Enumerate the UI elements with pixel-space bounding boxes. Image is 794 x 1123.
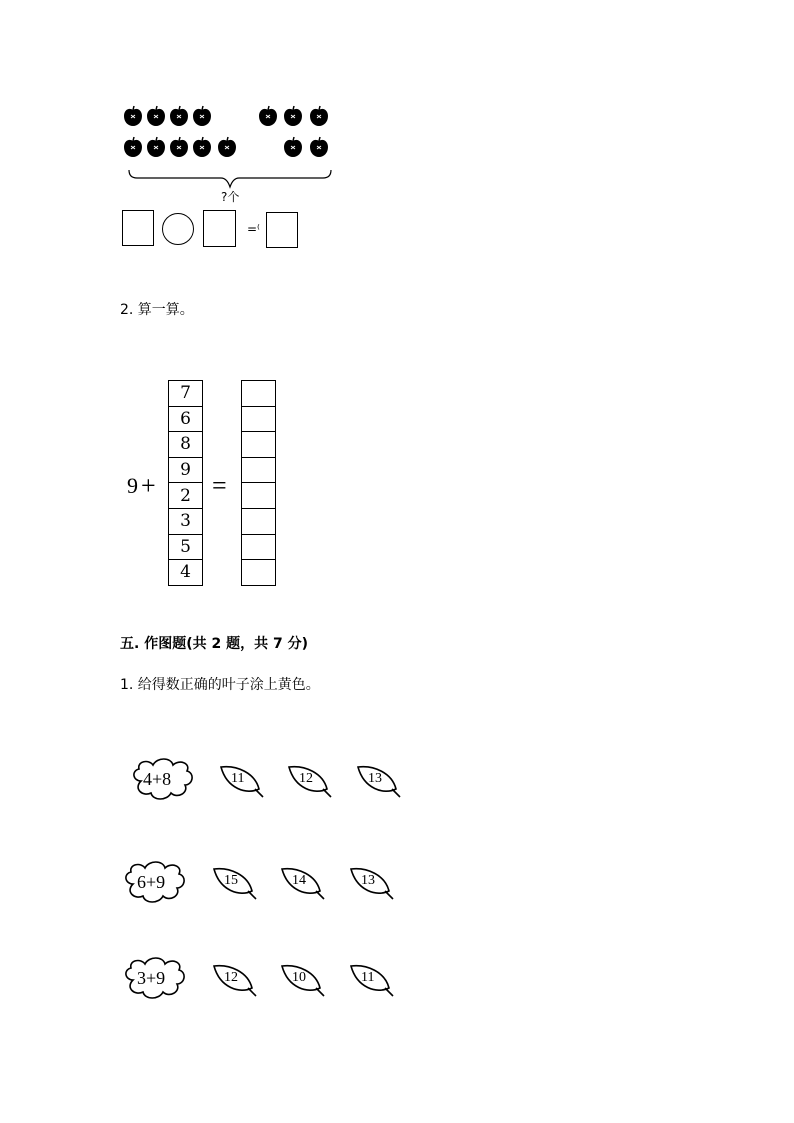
leaf-number: 13 xyxy=(361,873,375,888)
answer-box-1[interactable] xyxy=(122,210,154,246)
addend-cell: 2 xyxy=(169,483,203,509)
operator-circle[interactable] xyxy=(162,213,194,245)
addend-cell: 9 xyxy=(169,457,203,483)
leaf-number: 14 xyxy=(292,873,306,888)
answer-cell[interactable] xyxy=(242,406,276,432)
apples-illustration xyxy=(123,104,333,162)
apple-row-bottom xyxy=(124,137,328,157)
addend-cell: 8 xyxy=(169,432,203,458)
addend-cell: 4 xyxy=(169,560,203,586)
equals-sign: = xyxy=(212,471,227,500)
leaf-option[interactable] xyxy=(285,763,333,799)
answer-column xyxy=(241,380,276,586)
expression-cloud xyxy=(129,757,197,803)
question-2-title: 2. 算一算。 xyxy=(120,302,194,318)
answer-cell[interactable] xyxy=(242,508,276,534)
leaf-number: 13 xyxy=(368,771,382,786)
leaf-option[interactable] xyxy=(278,865,326,901)
leaf-option[interactable] xyxy=(347,865,395,901)
answer-cell[interactable] xyxy=(242,534,276,560)
leaf-option[interactable] xyxy=(278,962,326,998)
leaf-option[interactable] xyxy=(210,865,258,901)
leaf-option[interactable] xyxy=(210,962,258,998)
result-box[interactable] xyxy=(266,212,298,248)
addend-cell: 5 xyxy=(169,534,203,560)
leaf-option[interactable] xyxy=(354,763,402,799)
section-5-question-1: 1. 给得数正确的叶子涂上黄色。 xyxy=(120,677,320,693)
leaf-number: 11 xyxy=(231,771,245,786)
plus-sign: + xyxy=(141,471,156,500)
leaf-option[interactable] xyxy=(347,962,395,998)
section-5-heading: 五. 作图题(共 2 题，共 7 分) xyxy=(120,636,308,652)
answer-cell[interactable] xyxy=(242,432,276,458)
answer-cell[interactable] xyxy=(242,457,276,483)
apple-row-top xyxy=(124,106,328,126)
curly-brace xyxy=(127,168,333,190)
addend-cell: 3 xyxy=(169,508,203,534)
expression-text: 3+9 xyxy=(137,968,166,988)
answer-box-2[interactable] xyxy=(203,210,236,247)
leaf-number: 11 xyxy=(361,970,375,985)
leaf-number: 12 xyxy=(299,771,313,786)
expression-cloud xyxy=(121,858,189,908)
left-number: 9 xyxy=(127,473,138,498)
brace-label: ?个 xyxy=(221,190,240,204)
answer-cell[interactable] xyxy=(242,381,276,407)
leaf-number: 10 xyxy=(292,970,306,985)
addend-cell: 7 xyxy=(169,381,203,407)
leaf-number: 15 xyxy=(224,873,238,888)
addend-column xyxy=(168,380,203,586)
answer-cell[interactable] xyxy=(242,483,276,509)
expression-text: 6+9 xyxy=(137,872,166,892)
answer-cell[interactable] xyxy=(242,560,276,586)
leaf-option[interactable] xyxy=(217,763,265,799)
leaf-number: 12 xyxy=(224,970,238,985)
addend-cell: 6 xyxy=(169,406,203,432)
expression-text: 4+8 xyxy=(143,769,172,789)
equals-mark: =⁽ xyxy=(247,222,261,236)
expression-cloud xyxy=(121,953,189,1005)
